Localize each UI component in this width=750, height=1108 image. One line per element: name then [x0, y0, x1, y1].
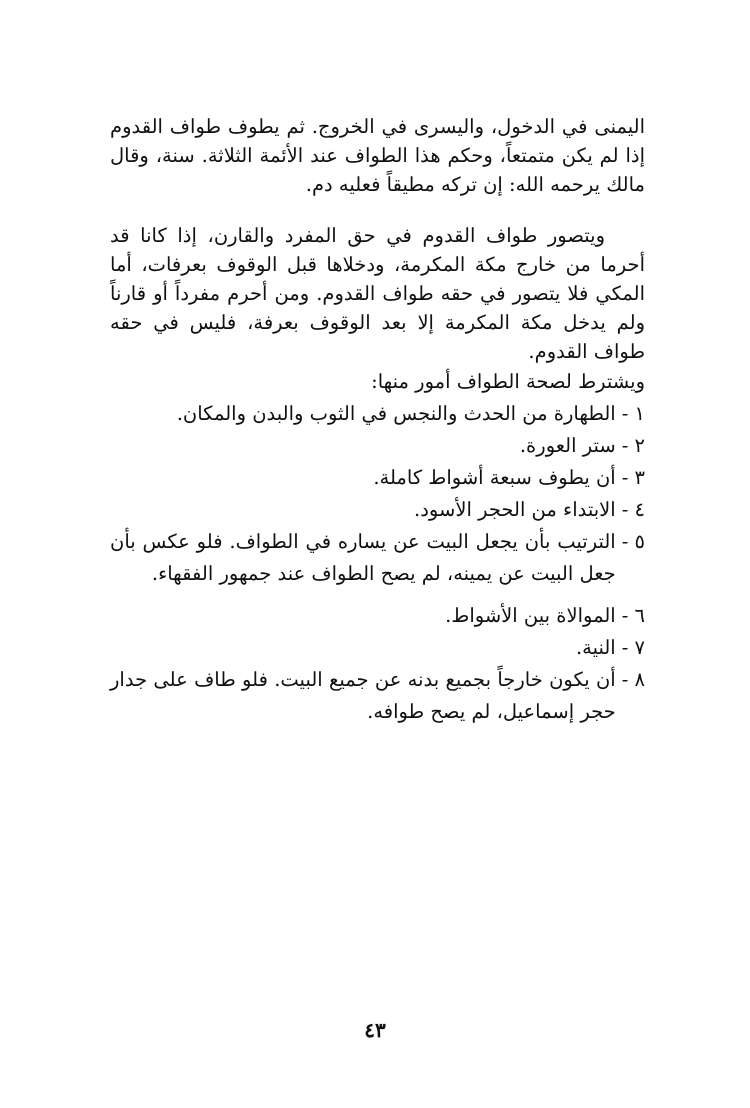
list-item-text: الطهارة من الحدث والنجس في الثوب والبدن والمكان. [176, 402, 616, 425]
list-item [110, 600, 645, 632]
list-item [110, 494, 645, 526]
list-item [110, 664, 645, 728]
list-item-text: أن يكون خارجاً بجميع بدنه عن جميع البيت. فلو طاف على جدار حجر إسماعيل، لم يصح طوافه. [110, 668, 616, 723]
list-item-number: ١ - [621, 402, 645, 425]
list-item-number: ٦ - [621, 604, 645, 627]
list-item-text: الابتداء من الحجر الأسود. [414, 498, 616, 521]
conditions-list [110, 398, 645, 728]
list-item-text: ستر العورة. [519, 434, 616, 457]
list-item-number: ٤ - [621, 498, 645, 521]
page-number: ٤٣ [364, 1018, 386, 1042]
list-item [110, 398, 645, 430]
list-item-number: ٥ - [621, 530, 645, 553]
list-item [110, 430, 645, 462]
list-item-text: الترتيب بأن يجعل البيت عن يساره في الطواف. فلو عكس بأن جعل البيت عن يمينه، لم يصح الطواف عند جمهور الفقهاء. [110, 530, 616, 585]
list-item-text: الموالاة بين الأشواط. [445, 604, 616, 627]
list-item-number: ٢ - [621, 434, 645, 457]
list-item-text: أن يطوف سبعة أشواط كاملة. [373, 466, 616, 489]
list-item-text: النية. [575, 636, 616, 659]
list-item-number: ٣ - [621, 466, 645, 489]
list-item [110, 462, 645, 494]
paragraph-2: ويتصور طواف القدوم في حق المفرد والقارن، إذا كانا قد أحرما من خارج مكة المكرمة، ودخلاها قبل الوقوف بعرفات، أما المكي فلا يتصور في حقه طواف القدوم. ومن أحرم مفرداً أو قارناً ولم يدخل مكة المكرمة إلا بعد الوقوف بعرفة، فليس في حقه طواف القدوم. [110, 224, 645, 363]
list-item-number: ٨ - [621, 668, 645, 691]
list-item [110, 526, 645, 590]
paragraph-1: اليمنى في الدخول، واليسرى في الخروج. ثم يطوف طواف القدوم إذا لم يكن متمتعاً، وحكم هذا الطواف عند الأئمة الثلاثة. سنة، وقال مالك يرحمه الله: إن تركه مطيقاً فعليه دم. [110, 115, 645, 196]
list-item-number: ٧ - [621, 636, 645, 659]
list-item [110, 632, 645, 664]
conditions-intro: ويشترط لصحة الطواف أمور منها: [371, 370, 645, 393]
page-body [110, 112, 645, 728]
